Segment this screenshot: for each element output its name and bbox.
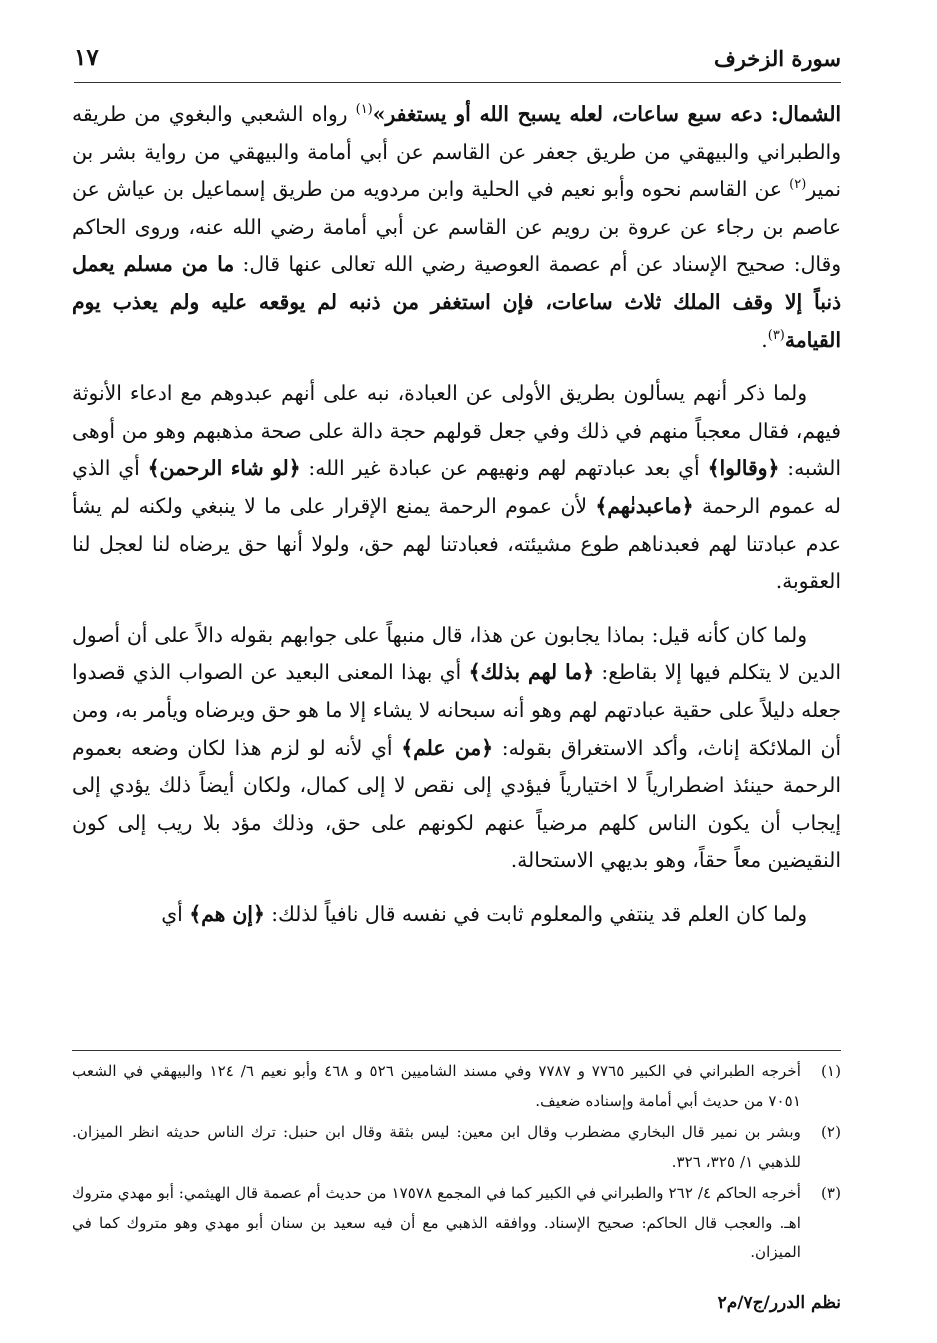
quran-quote: ﴿وقالوا﴾ [707,456,780,481]
quran-quote: ﴿ما لهم بذلك﴾ [468,660,594,685]
text-span: . [761,327,768,352]
bold-quote: الشمال: دعه سبع ساعات، لعله يسبح الله أو يستغفر» [372,102,842,126]
page-number: ١٧ [74,44,99,71]
quran-quote: ﴿إن هم﴾ [189,901,265,926]
footnote-ref-2[interactable]: (٢) [789,177,807,193]
bold-hadith: ما من مسلم يعمل ذنباً إلا وقف الملك ثلاث ساعات، فإن استغفر من ذنبه لم يوقعه عليه ولم يعذب يوم القيامة [72,252,841,352]
quran-quote: ﴿ماعبدنٰهم﴾ [595,493,694,518]
footnote-text: أخرجه الطبراني في الكبير ٧٧٦٥ و ٧٧٨٧ وفي مسند الشاميين ٥٢٦ و ٤٦٨ وأبو نعيم ٦/ ١٢٤ والبيهقي في الشعب ٧٠٥١ من حديث أبي أمامة وإسناده ضعيف. [72,1062,801,1110]
paragraph-3 [72,617,841,880]
footnote-text: وبشر بن نمير قال البخاري مضطرب وقال ابن معين: ليس بثقة وقال ابن حنبل: ترك الناس حديثه انظر الميزان. للذهبي ١/ ٣٢٥، ٣٢٦. [72,1123,801,1171]
footnote [72,1179,841,1268]
text-span: ولما كان العلم قد ينتفي والمعلوم ثابت في نفسه قال نافياً لذلك: [264,901,807,926]
footnote-ref-1[interactable]: (١) [355,102,373,118]
main-text [72,96,841,949]
text-span: لأن عموم الرحمة يمنع الإقرار على ما لا ينبغي ولكنه لم يشأ عدم عبادتنا لهم فعبدناهم طوع مشيئته، فعبادتنا لهم حق، ولولا أنها حق يرضاه لنا لعجل لنا العقوبة. [72,493,841,594]
quran-quote: ﴿لو شاء الرحمن﴾ [147,456,301,481]
text-span: أي لأنه لو لزم هذا لكان وضعه بعموم الرحمة حينئذ اضطرارياً لا اختيارياً فيؤدي إلى نقص لا إلى كمال، ولكان أيضاً ذلك يؤدي إلى إيجاب أن يكون الناس كلهم مرضياً عنهم لكونهم على حق، وذلك مؤد بلا ريب إلى كون النقيضين معاً حقاً، وهو بديهي الاستحالة. [72,735,841,873]
text-span: رواه الشعبي والبغوي من طريقه والطبراني والبيهقي من طريق جعفر عن القاسم عن أبي أمامة والبيهقي من رواية بشر بن نمير [72,102,841,202]
text-span: عن القاسم نحوه وأبو نعيم في الحلية وابن مردويه من طريق إسماعيل بن عياش عن عاصم بن رجاء عن عروة بن رويم عن القاسم عن أبي أمامة رضي الله عنه، وروى الحاكم وقال: صحيح الإسناد عن أم عصمة العوصية رضي الله تعالى عنها قال: [72,177,841,277]
text-span: أي الذي له عموم الرحمة [72,456,841,518]
quran-quote: ﴿من علم﴾ [401,735,494,760]
paragraph-1 [72,96,841,359]
text-span: أي [161,901,190,926]
text-span: أي بعد عبادتهم لهم ونهيهم عن عبادة غير الله: [300,456,708,481]
footnote-ref-3[interactable]: (٣) [767,327,785,343]
footnote-marker: (١) [820,1062,841,1080]
running-header [74,42,841,83]
text-span: أي بهذا المعنى البعيد عن الصواب الذي قصدوا جعله دليلاً على حقية عبادتهم لهم وهو أنه سبحانه لا يشاء إلا ما هو حق ويرضاه ويأمر به، ومن أن الملائكة إناث، وأكد الاستغراق بقوله: [72,660,842,760]
footnote [72,1057,841,1116]
text-span: ولما كان كأنه قيل: بماذا يجابون عن هذا، قال منبهاً على جوابهم بقوله دالاً على أن أصول الدين لا يتكلم فيها إلا بقاطع: [72,622,841,685]
paragraph-4 [72,896,841,934]
footnotes [72,1050,841,1270]
surah-title: سورة الزخرف [713,46,841,71]
footnote-marker: (٣) [820,1184,841,1202]
print-signature: نظم الدرر/ج٧/م٢ [717,1293,841,1313]
footnote-marker: (٢) [820,1123,841,1141]
paragraph-2 [72,375,841,601]
text-span: ولما ذكر أنهم يسألون بطريق الأولى عن العبادة، نبه على أنهم عبدوهم مع ادعاء الأنوثة فيهم، فقال معجباً منهم في ذلك وفي جعل قولهم حجة دالة على صحة مذهبهم وهو من أوهى الشبه: [72,381,841,481]
footnote [72,1118,841,1177]
footnote-text: أخرجه الحاكم ٤/ ٢٦٢ والطبراني في الكبير كما في المجمع ١٧٥٧٨ من حديث أم عصمة قال الهيثمي: أبو مهدي متروك اهـ. والعجب قال الحاكم: صحيح الإسناد. ووافقه الذهبي مع أن فيه سعيد بن سنان أبو مهدي وهو متروك كما في الميزان. [72,1184,801,1261]
